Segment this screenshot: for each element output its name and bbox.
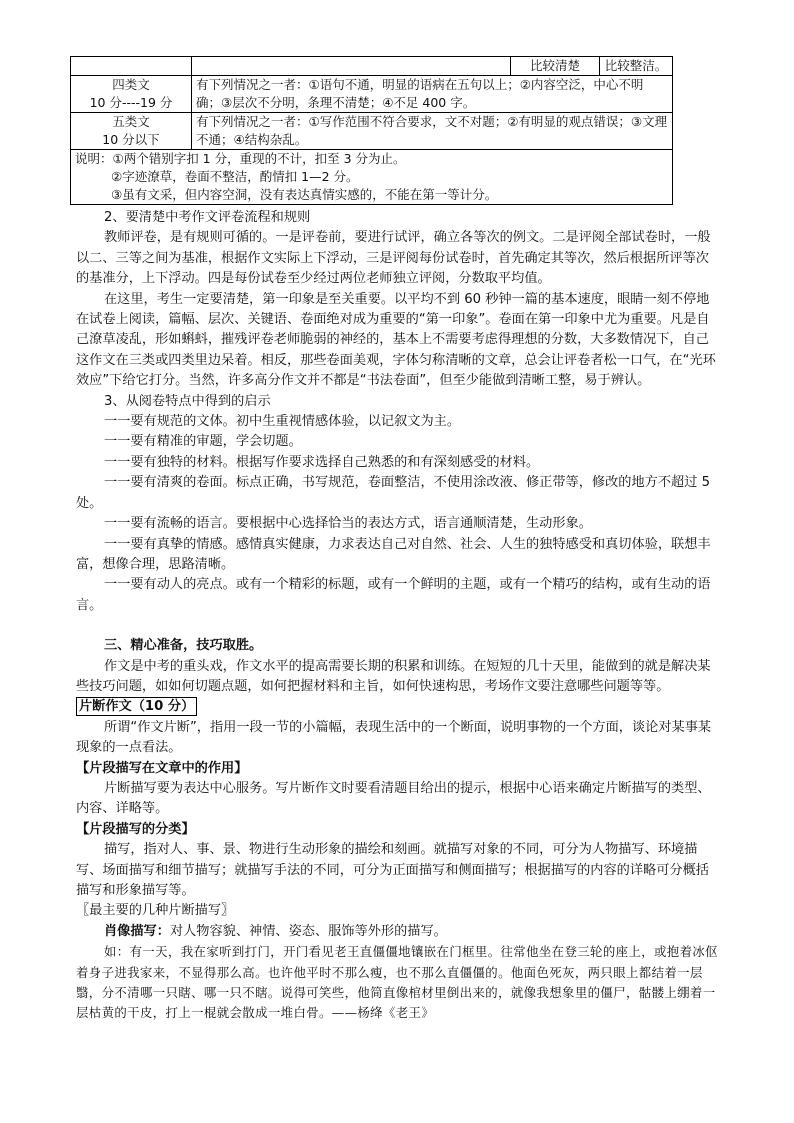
category-cell: 五类文 10 分以下 [71,113,192,150]
criteria-cell: 有下列情况之一者：①语句不通，明显的语病在五句以上；②内容空泛，中心不明确；③层次不分明，条理不清楚；④不足 400 字。 [192,76,673,113]
header-cell-neat: 比较整洁。 [600,57,673,76]
note-line: ③虽有文采，但内容空洞，没有表达真情实感的，不能在第一等计分。 [111,187,498,202]
subsection-title: 3、从阅卷特点中得到的启示 [104,393,271,409]
paragraph: 教师评卷，是有规则可循的。一是评卷前，要进行试评，确立各等次的例文。二是评阅全部试卷时，一般以二、三等之间为基准，根据作文实际上下浮动，三是评阅每份试卷时，首先确定其等次，然后根据所评等次的基准分，上下浮动。四是每份试卷至少经过两位老师独立评阅，分数取平均值。 [76,230,711,287]
category-cell: 四类文 10 分----19 分 [71,76,192,113]
table-row [71,113,673,150]
bracket-heading: 【片段描写在文章中的作用】 [76,760,248,776]
list-item: 一一要有流畅的语言。要根据中心选择恰当的表达方式，语言通顺清楚，生动形象。 [104,516,592,532]
example-quote: 如：有一天，我在家听到打门，开门看见老王直僵僵地镶嵌在门框里。往常他坐在登三轮的座上，或抱着冰伛着身子进我家来，不显得那么高。也许他平时不那么瘦，也不那么直僵僵的。他面色死灰，两只眼上都结着一层翳，分不清哪一只瞎、哪一只不瞎。说得可笑些，他简直像棺材里倒出来的，就像我想象里的僵尸，骷髅上绷着一层枯黄的干皮，打上一棍就会散成一堆白骨。——杨绛《老王》 [76,944,718,1021]
bracket-heading: 【片段描写的分类】 [76,821,195,837]
list-item: 一一要有真挚的情感。感情真实健康，力求表达自己对自然、社会、人生的独特感受和真切体验，联想丰富，想像合理，思路清晰。 [76,536,711,572]
list-item: 一一要有规范的文体。初中生重视情感体验，以记叙文为主。 [104,414,461,430]
note-line: 说明：①两个错别字扣 1 分，重现的不计，扣至 3 分为止。 [75,151,406,166]
list-item: 一一要有动人的亮点。或有一个精彩的标题，或有一个鲜明的主题，或有一个精巧的结构，或有生动的语言。 [76,577,711,613]
paragraph: 片断描写要为表达中心服务。写片断作文时要看清题目给出的提示，根据中心语来确定片断描写的类型、内容、详略等。 [76,780,711,817]
list-item: 一一要有独特的材料。根据写作要求选择自己熟悉的和有深刻感受的材料。 [104,454,540,470]
table-row [71,76,673,113]
boxed-heading: 片断作文（10 分） [76,697,197,716]
paragraph: 描写，指对人、事、景、物进行生动形象的描绘和刻画。就描写对象的不同，可分为人物描写、环境描写、场面描写和细节描写；就描写手法的不同，可分为正面描写和侧面描写；根据描写的内容的详略可分概括描写和形象描写等。 [76,842,709,898]
criteria-cell: 有下列情况之一者：①写作范围不符合要求，文不对题；②有明显的观点错误；③文理不通；④结构杂乱。 [192,113,673,150]
note-line: ②字迹潦草，卷面不整洁，酌情扣 1—2 分。 [111,169,359,184]
portrait-text: 对人物容貌、神情、姿态、服饰等外形的描写。 [169,923,447,939]
list-item: 一一要有清爽的卷面。标点正确，书写规范，卷面整洁，不使用涂改液、修正带等，修改的地方不超过 5 处。 [76,475,711,511]
document-body [76,208,722,1024]
paragraph: 所谓“作文片断”，指用一段一节的小篇幅，表现生活中的一个断面，说明事物的一个方面，谈论对某事某现象的一点看法。 [76,719,712,756]
bracket-heading: 〖最主要的几种片断描写〗 [76,903,235,919]
grading-table [70,56,673,205]
table-row [71,57,673,76]
list-item: 一一要有精准的审题，学会切题。 [104,434,302,450]
paragraph: 作文是中考的重头戏，作文水平的提高需要长期的积累和训练。在短短的几十天里，能做到的就是解决某些技巧问题，如如何切题点题，如何把握材料和主旨，如何快速构思，考场作文要注意哪些问题等等。 [76,658,711,694]
portrait-lead: 肖像描写： [104,923,170,939]
notes-cell [71,150,673,205]
header-cell-clear: 比较清楚 [511,57,600,76]
table-row [71,150,673,205]
section-title: 三、精心准备，技巧取胜。 [104,638,263,654]
subsection-title: 2、要清楚中考作文评卷流程和规则 [104,210,311,225]
paragraph: 在这里，考生一定要清楚，第一印象是至关重要。以平均不到 60 秒钟一篇的基本速度，眼睛一刻不停地在试卷上阅读，篇幅、层次、关键语、卷面绝对成为重要的“第一印象”。卷面在第一印象中尤为重要。凡是自己潦草凌乱，形如蝌蚪，摧残评卷老师脆弱的神经的，基本上不需要考虑得理想的分数，大多数情况下，自己这作文在三类或四类里边呆着。相反，那些卷面美观，字体匀称清晰的文章，总会让评卷者松一口气，在“光环效应”下给它打分。当然，许多高分作文并不都是“书法卷面”，但至少能做到清晰工整，易于辨认。 [76,291,716,389]
paragraph [76,922,722,942]
